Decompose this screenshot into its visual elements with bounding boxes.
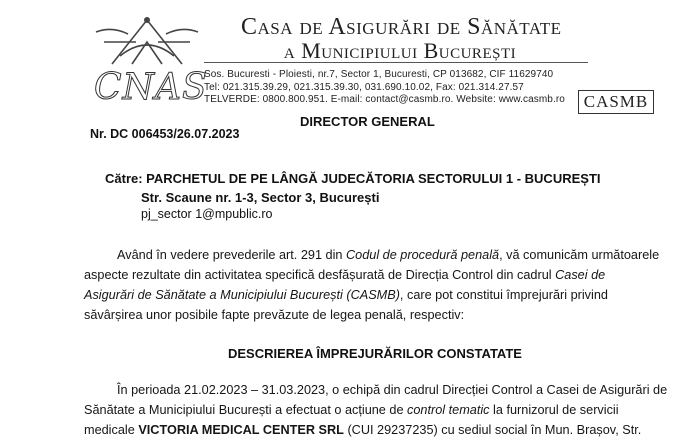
paragraph1-line4: săvârșirea unor posibile fapte prevăzute de legea penală, respectiv: [84, 308, 465, 322]
text-run: , vă comunicăm următoarele [499, 248, 660, 262]
text-run: la furnizorul de servicii [489, 403, 619, 417]
paragraph2-line1: În perioada 21.02.2023 – 31.03.2023, o echipă din cadrul Direcției Control a Casei de Asigurări de [117, 383, 668, 397]
italic-run: control tematic [407, 403, 490, 417]
bold-run: VICTORIA MEDICAL CENTER SRL [138, 423, 344, 437]
paragraph1-line3 [84, 288, 608, 302]
paragraph1-line2 [84, 268, 605, 282]
document-number: Nr. DC 006453/26.07.2023 [90, 127, 240, 141]
cnas-logo [92, 12, 208, 108]
address-line: Sos. Bucuresti - Ploiesti, nr.7, Sector 1, Bucuresti, CP 013682, CIF 11629740 [204, 69, 554, 80]
letterhead-divider [204, 62, 588, 63]
phone-line: Tel: 021.315.39.29, 021.315.39.30, 031.690.10.02, Fax: 021.314.27.57 [204, 82, 524, 93]
cnas-logo-text: CNAS [94, 67, 208, 108]
contact-line: TELVERDE: 0800.800.951. E-mail: contact@casmb.ro. Website: www.casmb.ro [204, 94, 565, 105]
cnas-emblem-icon [92, 12, 202, 74]
director-heading: DIRECTOR GENERAL [300, 114, 435, 129]
section-title: DESCRIEREA ÎMPREJURĂRILOR CONSTATATE [228, 346, 522, 361]
paragraph2-line3 [84, 423, 641, 437]
text-run: Sănătate a Municipiului București a efectuat o acțiune de [84, 403, 408, 417]
text-run: medicale [84, 423, 139, 437]
paragraph1-line1 [117, 248, 659, 262]
institution-title-line1: Casa de Asigurări de Sănătate [241, 14, 562, 40]
text-run: , care pot constitui împrejurări privind [399, 288, 608, 302]
addressee-email: pj_sector 1@mpublic.ro [141, 207, 273, 221]
institution-title-line2: a Municipiului București [283, 38, 517, 63]
italic-run: Codul de procedură penală [346, 248, 500, 262]
addressee-street: Str. Scaune nr. 1-3, Sector 3, București [141, 190, 380, 205]
casmb-logo: CASMB [578, 90, 654, 114]
italic-run: Asigurări de Sănătate a Municipiului București (CASMB) [84, 288, 400, 302]
text-run: aspecte rezultate din activitatea specifică desfășurată de Direcția Control din cadrul [84, 268, 556, 282]
italic-run: Casei de [555, 268, 606, 282]
addressee-line: Către: PARCHETUL DE PE LÂNGĂ JUDECĂTORIA SECTORULUI 1 - BUCUREȘTI [105, 171, 601, 186]
text-run: (CUI 29237235) cu sediul social în Mun. Brașov, Str. [343, 423, 642, 437]
paragraph2-line2 [84, 403, 619, 417]
text-run: Având în vedere prevederile art. 291 din [117, 248, 346, 262]
